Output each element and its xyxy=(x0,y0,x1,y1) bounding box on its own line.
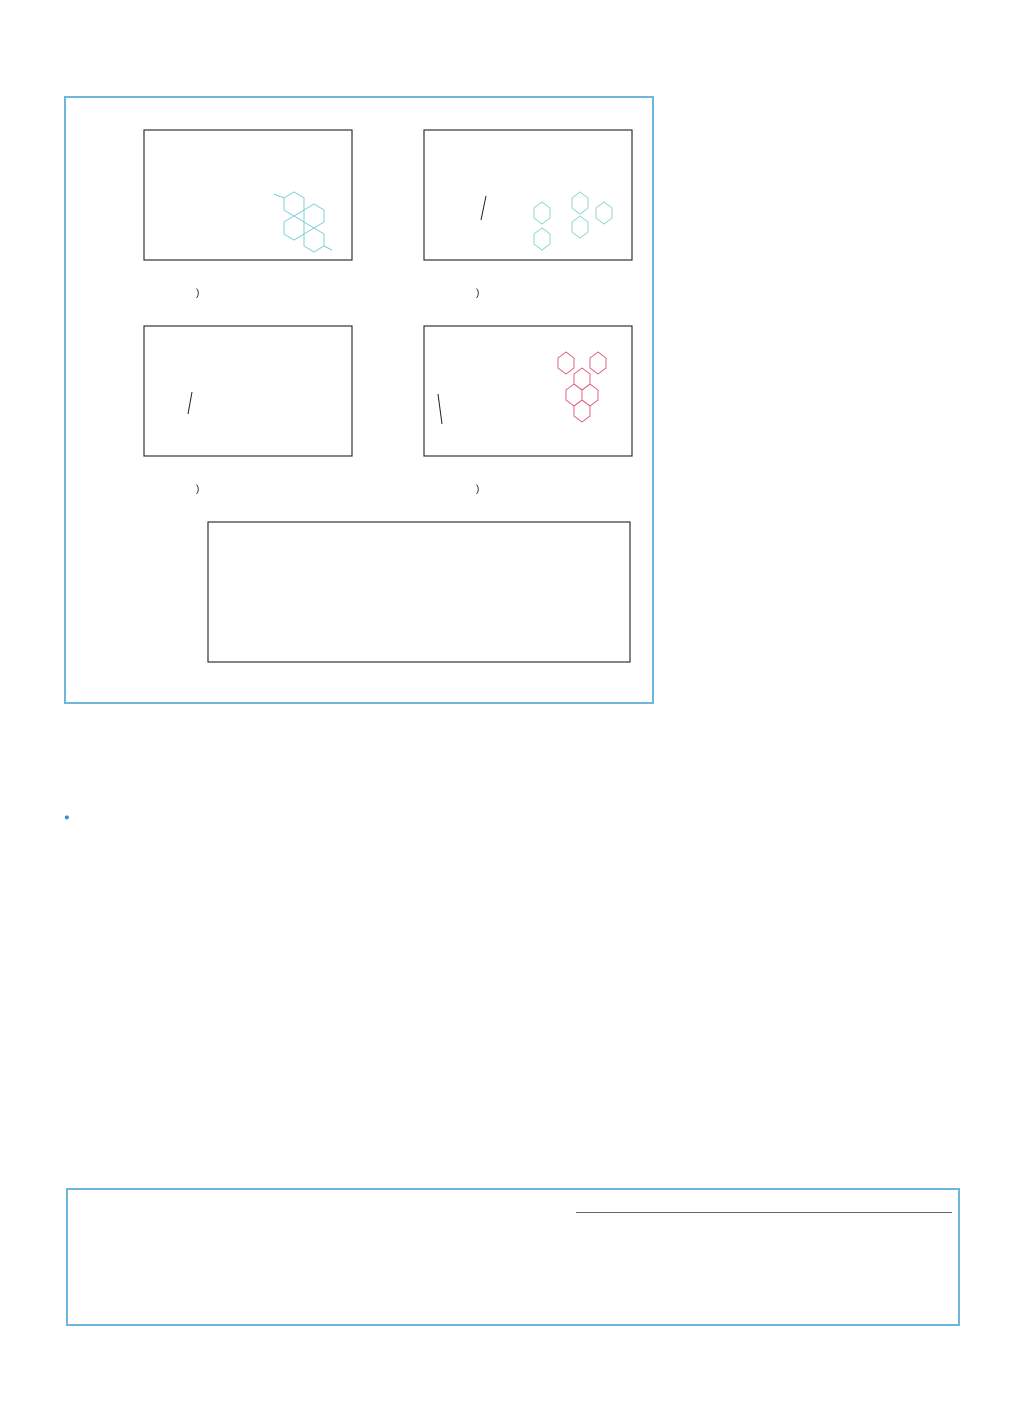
annotation-arrow xyxy=(438,394,442,424)
performance-table xyxy=(76,1196,952,1221)
header-eqe xyxy=(238,1196,320,1212)
annotation-arrow xyxy=(481,196,486,220)
chemical-structure-inset xyxy=(534,192,612,250)
plot-frame xyxy=(144,130,352,260)
x-axis-label: ) xyxy=(196,288,200,299)
figure-5 xyxy=(64,96,654,704)
header-turnon xyxy=(146,1196,238,1212)
header-cie xyxy=(476,1196,576,1212)
panel-d xyxy=(346,294,632,495)
panel-c xyxy=(66,294,352,495)
plot-frame xyxy=(424,326,632,456)
header-ce xyxy=(320,1196,394,1212)
header-performance xyxy=(576,1196,952,1212)
figure-5-graphics xyxy=(66,98,652,702)
panel-a xyxy=(66,98,352,299)
x-axis-label: ) xyxy=(476,288,480,299)
table-2 xyxy=(66,1188,960,1326)
plot-frame xyxy=(424,130,632,260)
plot-frame xyxy=(144,326,352,456)
subheader-voltage xyxy=(576,1212,668,1221)
x-axis-label: ) xyxy=(476,484,480,495)
table-header-row xyxy=(76,1196,952,1212)
x-axis-label: ) xyxy=(196,484,200,495)
left-column xyxy=(64,802,350,808)
subheader-ce xyxy=(754,1212,852,1221)
chemical-structure-inset xyxy=(274,192,332,252)
plot-frame xyxy=(208,522,630,662)
header-pe xyxy=(394,1196,476,1212)
panel-b xyxy=(346,98,632,299)
panel-e xyxy=(208,522,630,662)
chemical-structure-inset xyxy=(558,352,606,422)
subheader-eqe xyxy=(668,1212,754,1221)
table-subheader-row xyxy=(76,1212,952,1221)
header-device xyxy=(76,1196,146,1212)
subheader-pe xyxy=(852,1212,952,1221)
annotation-arrow xyxy=(188,392,192,414)
